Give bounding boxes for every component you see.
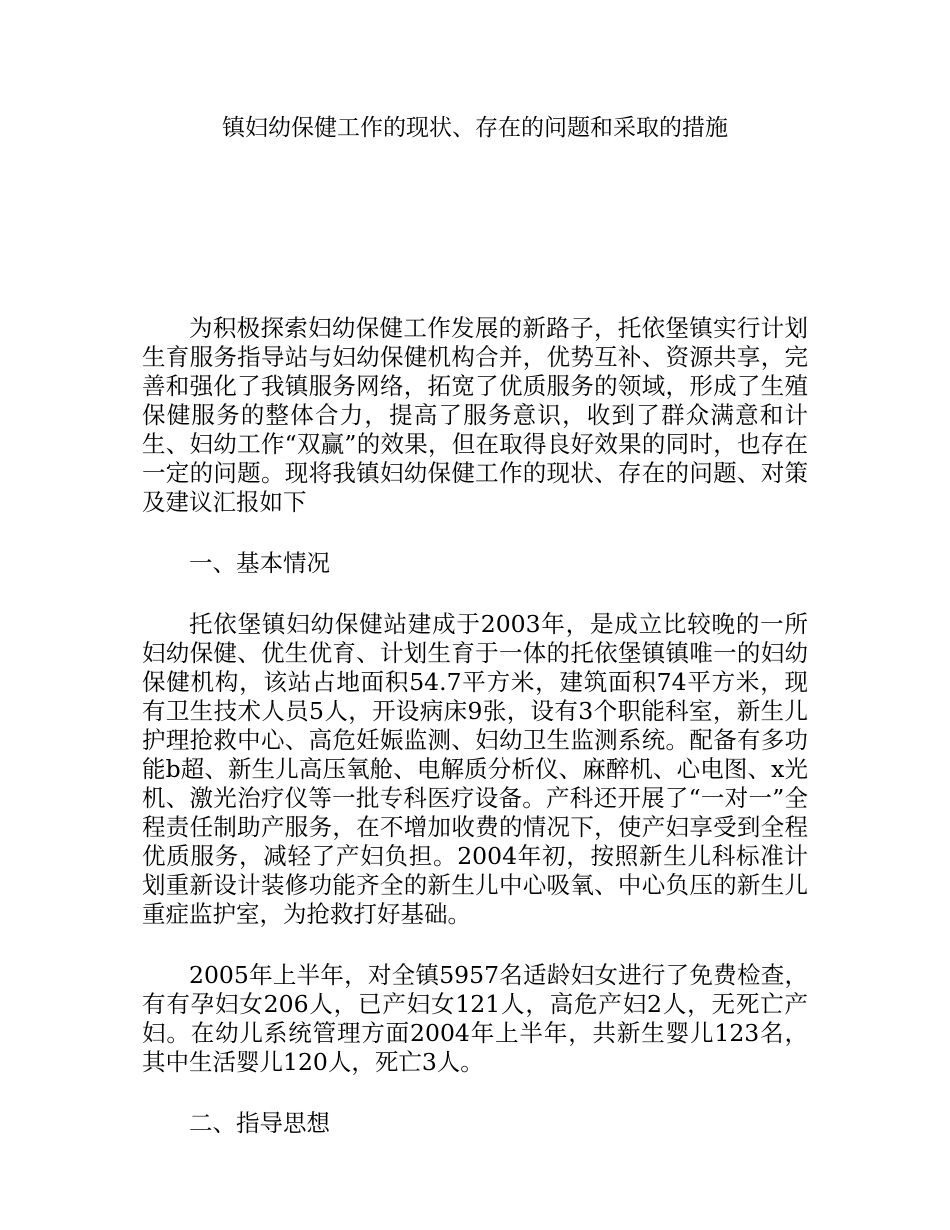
document-title: 镇妇幼保健工作的现状、存在的问题和采取的措施: [222, 115, 728, 141]
section-heading-guiding-ideology: 二、指导思想: [189, 1109, 330, 1137]
basic-situation-paragraph-1: 托依堡镇妇幼保健站建成于2003年，是成立比较晚的一所妇幼保健、优生优育、计划生育于一体的托依堡镇镇唯一的妇幼保健机构，该站占地面积54.7平方米，建筑面积74平方米，现有卫生技术人员5人，开设病床9张，设有3个职能科室，新生儿护理抢救中心、高危妊娠监测、妇幼卫生监测系统。配备有多功能b超、新生儿高压氧舱、电解质分析仪、麻醉机、心电图、x光机、激光治疗仪等一批专科医疗设备。产科还开展了“一对一”全程责任制助产服务，在不增加收费的情况下，使产妇享受到全程优质服务，减轻了产妇负担。2004年初，按照新生儿科标准计划重新设计装修功能齐全的新生儿中心吸氧、中心负压的新生儿重症监护室，为抢救打好基础。: [142, 610, 808, 928]
document-body: [142, 314, 808, 1170]
basic-situation-paragraph-2: 2005年上半年，对全镇5957名适龄妇女进行了免费检查，有有孕妇女206人，已产妇女121人，高危产妇2人，无死亡产妇。在幼儿系统管理方面2004年上半年，共新生婴儿123名，其中生活婴儿120人，死亡3人。: [142, 961, 808, 1076]
section-heading-basic-situation: 一、基本情况: [189, 549, 330, 577]
intro-paragraph: 为积极探索妇幼保健工作发展的新路子，托依堡镇实行计划生育服务指导站与妇幼保健机构合并，优势互补、资源共享，完善和强化了我镇服务网络，拓宽了优质服务的领域，形成了生殖保健服务的整体合力，提高了服务意识，收到了群众满意和计生、妇幼工作“双赢”的效果，但在取得良好效果的同时，也存在一定的问题。现将我镇妇幼保健工作的现状、存在的问题、对策及建议汇报如下: [142, 314, 808, 516]
